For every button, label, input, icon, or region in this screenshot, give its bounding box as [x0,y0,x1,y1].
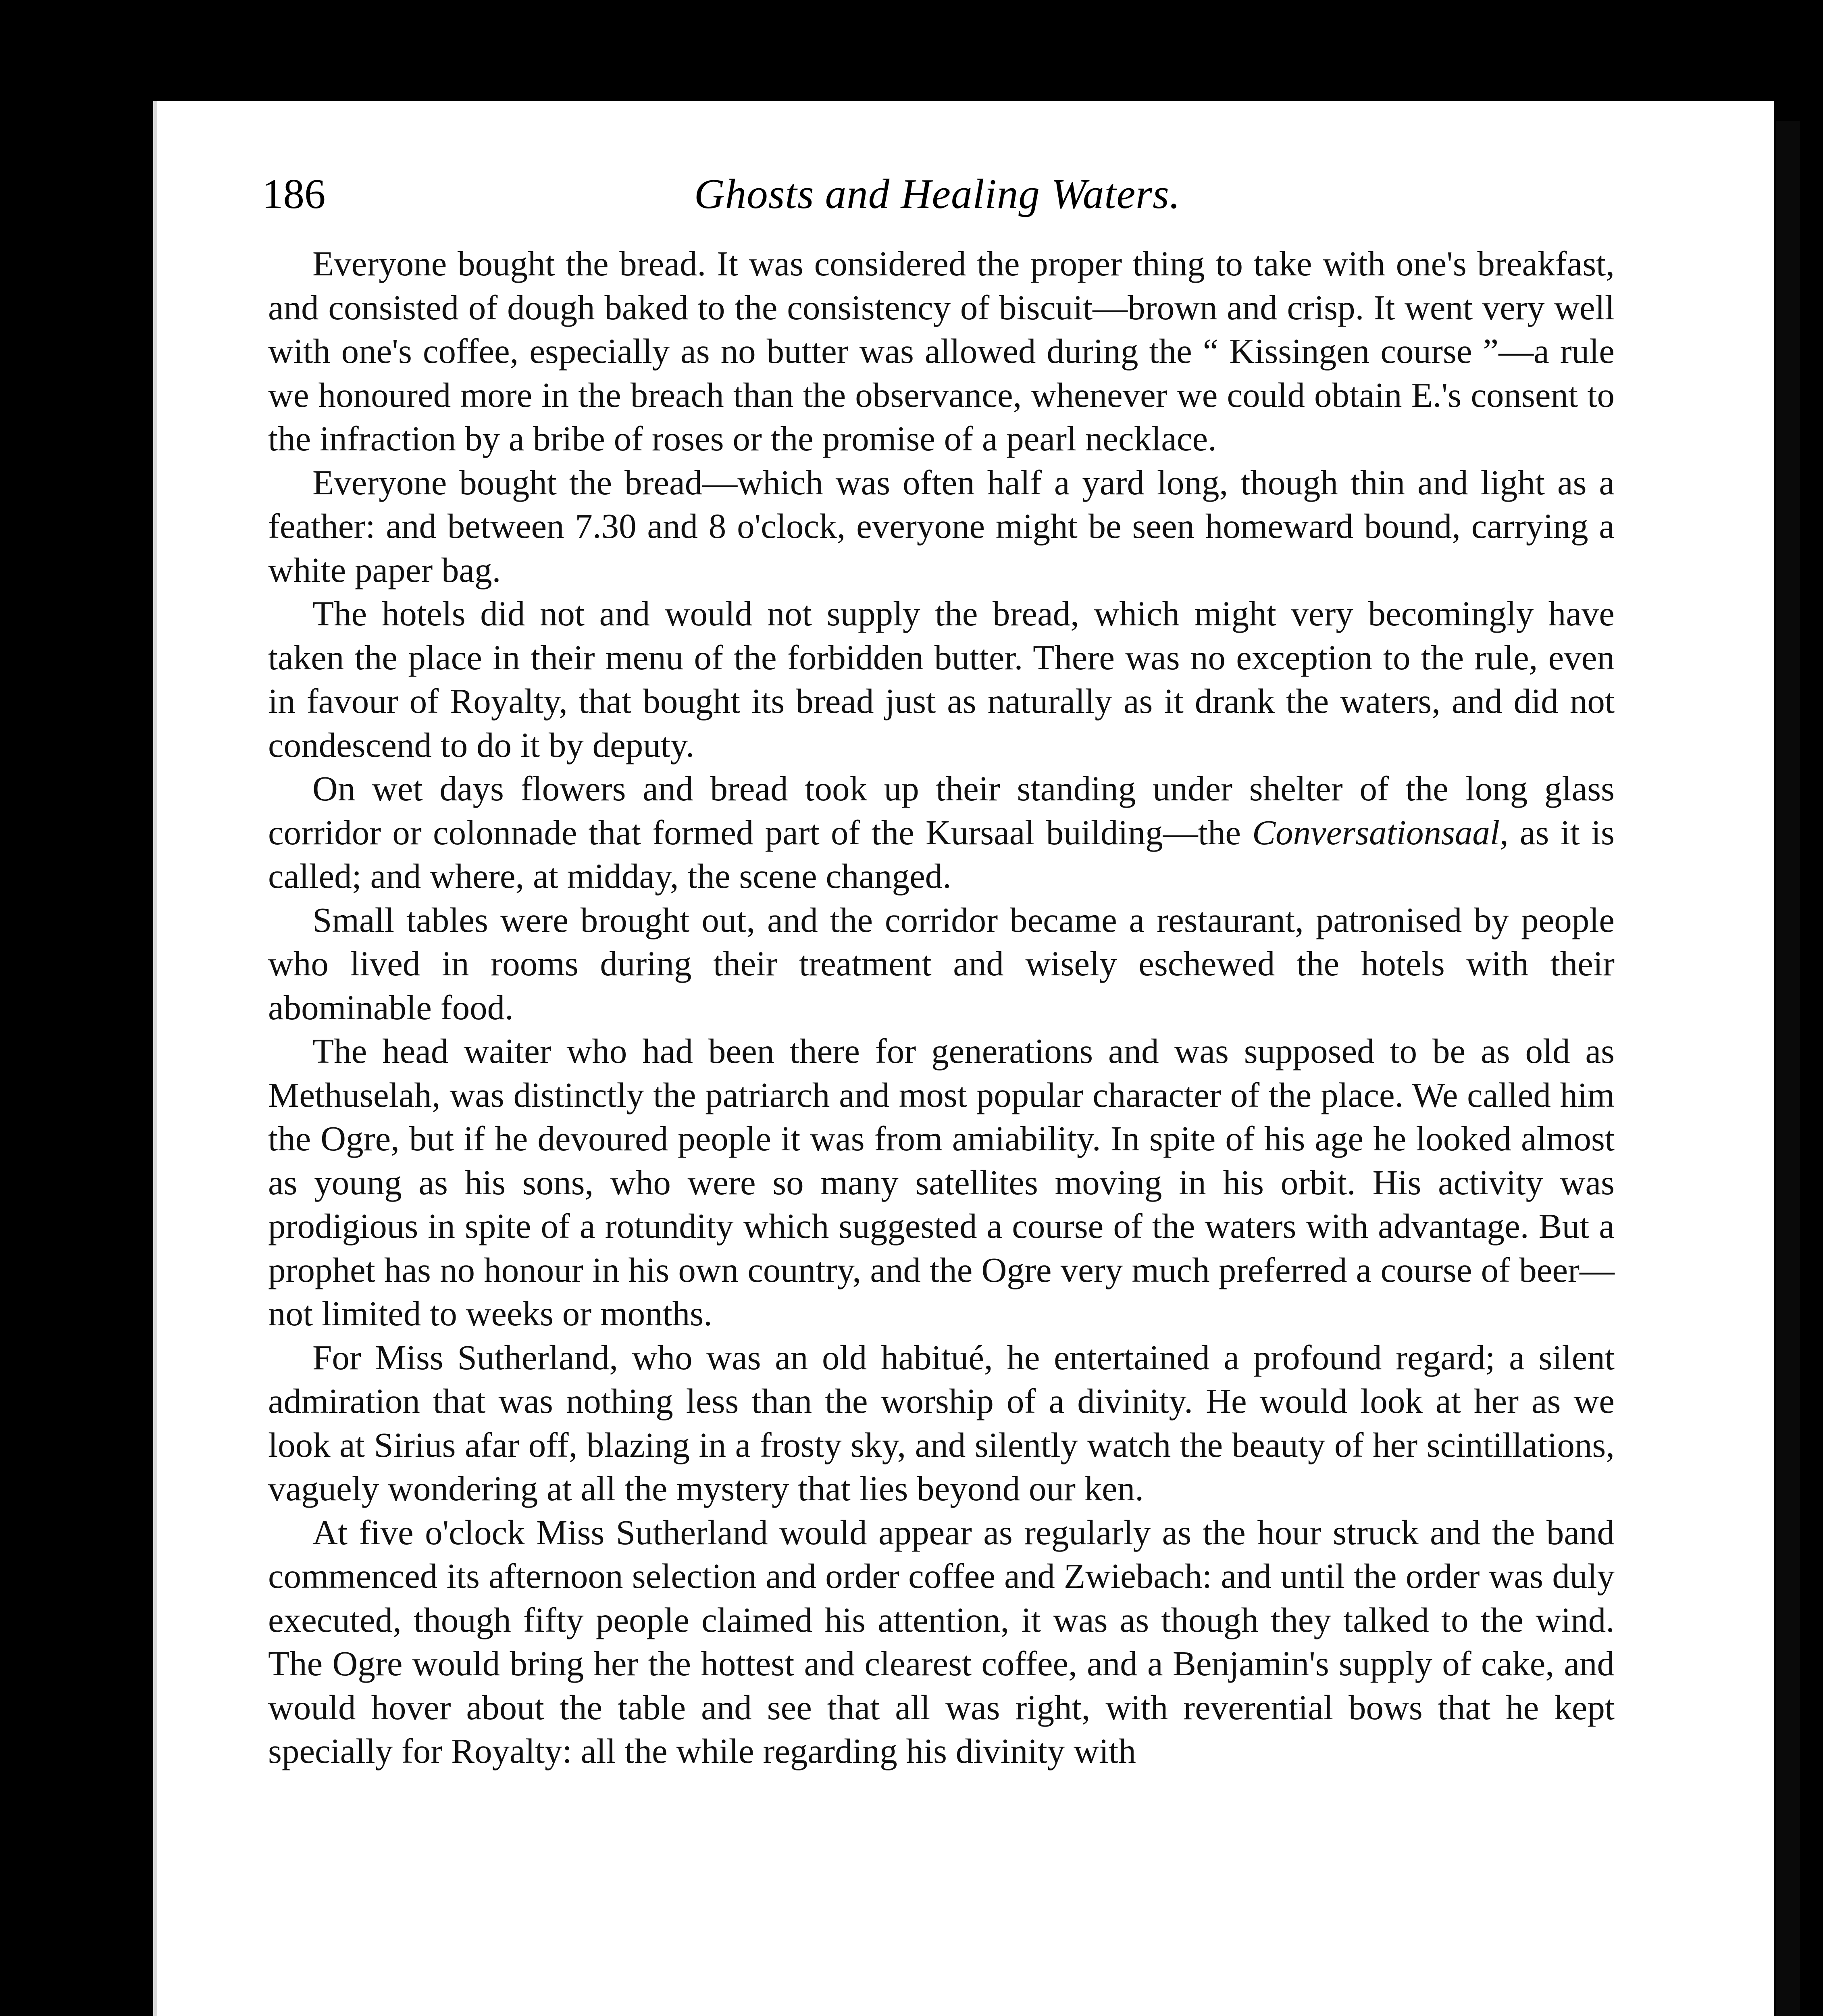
italic-term: Conversationsaal, [1252,812,1509,852]
paragraph: The hotels did not and would not supply the bread, which might very becomingly have taken the place in their menu of the forbidden butter. There was no exception to the rule, even in favour of Royalty, that bought its bread just as naturally as it drank the waters, and did not condescend to do it by deputy. [268,594,1615,764]
body-text [268,242,1615,2016]
page-header [262,169,1613,242]
paragraph: At five o'clock Miss Sutherland would appear as regularly as the hour struck and the band commenced its afternoon selection and order coffee and Zwiebach: and until the order was duly executed, though fifty people claimed his attention, it was as though they talked to the wind. The Ogre would bring her the hottest and clearest coffee, and a Benjamin's supply of cake, and would hover about the table and see that all was right, with reverential bows that he kept specially for Royalty: all the while regarding his divinity with [268,1512,1615,1770]
paragraph-text: as it is called; and where, at midday, the scene changed. [268,812,1615,896]
running-title: Ghosts and Healing Waters. [694,170,1181,217]
page-number: 186 [262,170,326,217]
paragraph-text: On wet days flowers and bread took up their standing under shelter of the long glass corridor or colonnade that formed part of the Kursaal building—the [268,769,1615,852]
facing-page-edge [1776,121,1800,2016]
paragraph: The head waiter who had been there for generations and was supposed to be as old as Methuselah, was distinctly the patriarch and most popular character of the place. We called him the Ogre, but if he devoured people it was from amiability. In spite of his age he looked almost as young as his sons, who were so many satellites moving in his orbit. His activity was prodigious in spite of a rotundity which suggested a course of the waters with advantage. But a prophet has no honour in his own country, and the Ogre very much preferred a course of beer—not limited to weeks or months. [268,1031,1615,1333]
paragraph: Everyone bought the bread—which was often half a yard long, though thin and light as a feather: and between 7.30 and 8 o'clock, everyone might be seen homeward bound, carrying a white paper bag. [268,462,1615,589]
paragraph: Everyone bought the bread. It was considered the proper thing to take with one's breakfast, and consisted of dough baked to the consistency of biscuit—brown and crisp. It went very well with one's coffee, especially as no butter was allowed during the “ Kissingen course ”—a rule we honoured more in the breach than the observance, whenever we could obtain E.'s consent to the infraction by a bribe of roses or the promise of a pearl necklace. [268,244,1615,458]
paragraph: For Miss Sutherland, who was an old habitué, he entertained a profound regard; a silent admiration that was nothing less than the worship of a divinity. He would look at her as we look at Sirius afar off, blazing in a frosty sky, and silently watch the beauty of her scintillations, vaguely wondering at all the mystery that lies beyond our ken. [268,1337,1615,1508]
paragraph: Small tables were brought out, and the corridor became a restaurant, patronised by people who lived in rooms during their treatment and wisely eschewed the hotels with their abominable food. [268,900,1615,1027]
paragraph [268,767,1615,898]
